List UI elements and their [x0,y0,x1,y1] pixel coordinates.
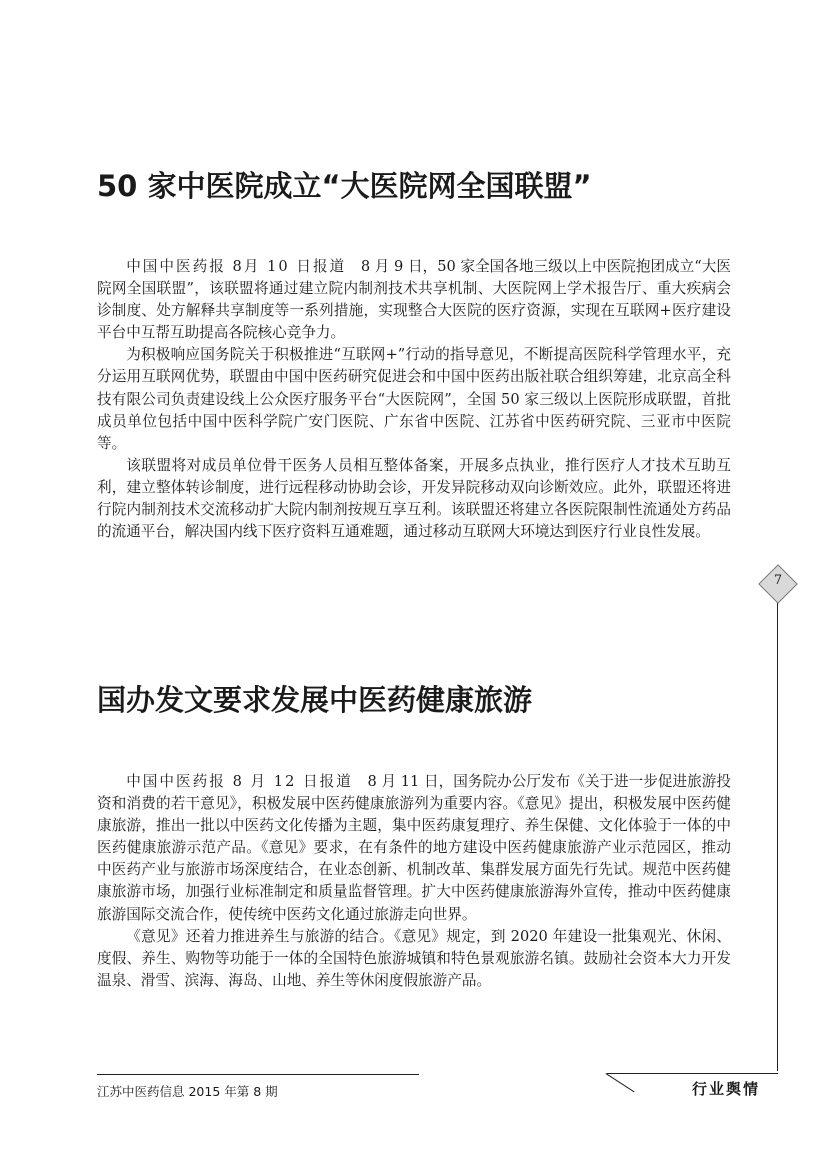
footer-rule [97,1074,419,1075]
article-2-title: 国办发文要求发展中医药健康旅游 [97,683,533,717]
article-2-lead-text: 8 月 11 日，国务院办公厅发布《关于进一步促进旅游投资和消费的若干意见》，积极发展中医药健康旅游列为重要内容。《意见》提出，积极发展中医药健康旅游，推出一批以中医药文化传播为主题，集中医药康复理疗、养生保健、文化体验于一体的中医药健康旅游示范产品。《意见》要求，在有条件的地方建设中医药健康旅游产业示范园区，推动中医药产业与旅游市场深度结合，在业态创新、机制改革、集群发展方面先行先试。规范中医药健康旅游市场，加强行业标准制定和质量监督管理。扩大中医药健康旅游海外宣传，推动中医药健康旅游国际交流合作，使传统中医药文化通过旅游走向世界。 [97,773,731,923]
article-2-paragraph-1 [97,771,731,926]
article-1-paragraph-1 [97,256,731,344]
footer-journal-name: 江苏中医药信息 2015 年第 8 期 [97,1084,278,1099]
article-2-paragraph-2: 《意见》还着力推进养生与旅游的结合。《意见》规定，到 2020 年建设一批集观光、休闲、度假、养生、购物等功能于一体的全国特色旅游城镇和特色景观旅游名镇。鼓励社会资本大力开发温泉、滑雪、滨海、海岛、山地、养生等休闲度假旅游产品。 [97,927,731,989]
page-edge-rule [777,593,778,1071]
section-tab-rule [607,1073,778,1074]
article-2-body [97,771,731,992]
article-1-paragraph-3: 该联盟将对成员单位骨干医务人员相互整体备案，开展多点执业，推行医疗人才技术互助互利，建立整体转诊制度，进行远程移动协助会诊，开发异院移动双向诊断效应。此外，联盟还将进行院内制剂技术交流移动扩大院内制剂按规互享互利。该联盟还将建立各医院限制性流通处方药品的流通平台，解决国内线下医疗资料互通难题，通过移动互联网大环境达到医疗行业良性发展。 [97,456,731,541]
article-2-source: 中国中医药报 8 月 12 日报道 [126,773,353,790]
section-label: 行业舆情 [691,1080,760,1098]
article-1-body [97,256,731,543]
article-1-title: 50 家中医院成立“大医院网全国联盟” [97,169,592,203]
page-number: 7 [773,573,783,588]
article-1-lead-text: 8 月 9 日，50 家全国各地三级以上中医院抱团成立“大医院网全国联盟”，该联盟将通过建立院内制剂技术共享机制、大医院网上学术报告厅、重大疾病会诊制度、处方解释共享制度等一系列措施，实现整合大医院的医疗资源，实现在互联网+医疗建设平台中互帮互助提高各院核心竞争力。 [97,258,731,342]
section-tab-slant [605,1073,634,1092]
article-1-paragraph-2: 为积极响应国务院关于积极推进“互联网+”行动的指导意见，不断提高医院科学管理水平，充分运用互联网优势，联盟由中国中医药研究促进会和中国中医药出版社联合组织筹建，北京高全科技有限公司负责建设线上公众医疗服务平台“大医院网”，全国 50 家三级以上医院形成联盟，首批成员单位包括中国中医科学院广安门医院、广东省中医院、江苏省中医药研究院、三亚市中医院等。 [97,346,731,452]
article-1-source: 中国中医药报 8月 10 日报道 [126,258,347,275]
